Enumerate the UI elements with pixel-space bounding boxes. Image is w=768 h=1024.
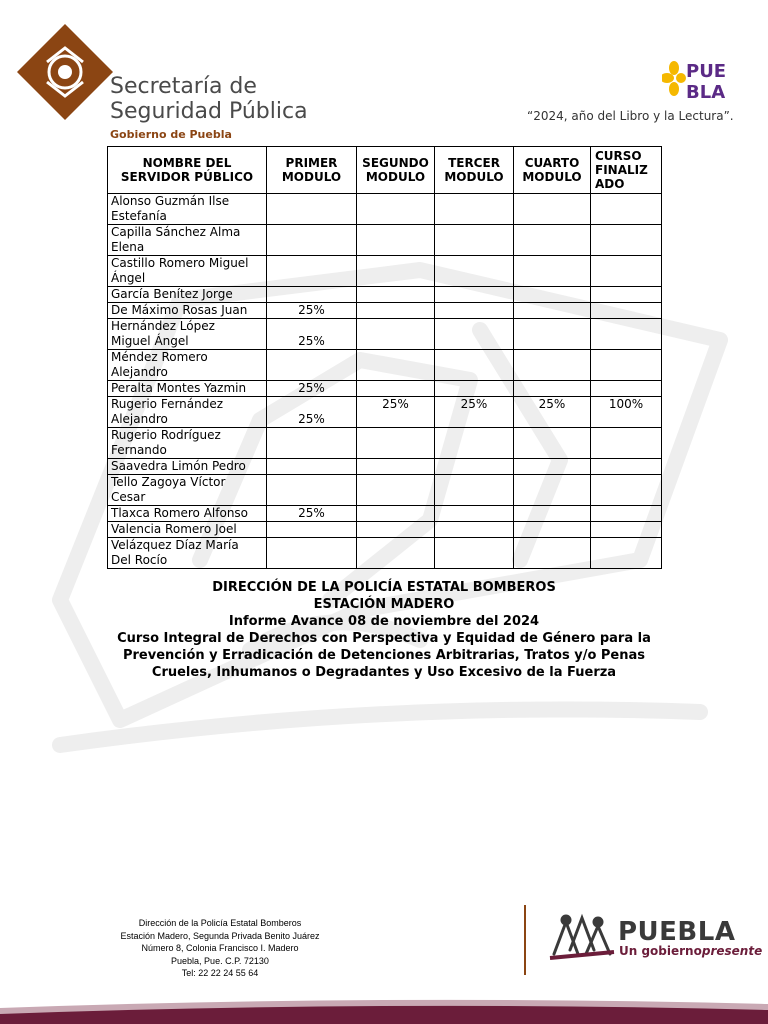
cell-final: [591, 319, 662, 350]
report-line-course-2: Prevención y Erradicación de Detenciones Arbitrarias, Tratos y/o Penas: [122, 648, 646, 663]
cell-m2: [357, 428, 435, 459]
cell-m2: [357, 381, 435, 397]
header-segundo-modulo: [357, 147, 435, 194]
cell-m4: [514, 381, 591, 397]
cell-name: [108, 428, 267, 459]
table-row: [108, 303, 662, 319]
cell-m4: [514, 475, 591, 506]
cell-name: Peralta Montes Yazmin: [108, 381, 267, 397]
cell-m3: [435, 319, 514, 350]
name-line2: Alejandro: [111, 365, 168, 379]
cell-name: [108, 256, 267, 287]
header-cuarto-line2: MODULO: [522, 170, 582, 184]
report-line-date: Informe Avance 08 de noviembre del 2024: [228, 614, 540, 629]
name-line2: Alejandro: [111, 412, 168, 426]
cell-m1: 25%: [267, 381, 357, 397]
name-line2: Miguel Ángel: [111, 334, 189, 348]
cell-m1: 25%: [267, 319, 357, 350]
cell-m4: [514, 350, 591, 381]
name-line2: Elena: [111, 240, 145, 254]
header-final-line2: FINALIZ: [595, 163, 648, 177]
cell-m2: [357, 459, 435, 475]
header-nombre-line1: NOMBRE DEL: [142, 156, 232, 170]
cell-m1: [267, 194, 357, 225]
name-line1: Alonso Guzmán Ilse: [111, 194, 230, 208]
cell-m2: [357, 194, 435, 225]
cell-m3: [435, 303, 514, 319]
cell-final: [591, 428, 662, 459]
cell-m3: [435, 459, 514, 475]
cell-name: De Máximo Rosas Juan: [108, 303, 267, 319]
name-line1: Castillo Romero Miguel: [111, 256, 249, 270]
address-line2: Estación Madero, Segunda Privada Benito Juárez: [120, 930, 320, 941]
cell-name: Saavedra Limón Pedro: [108, 459, 267, 475]
cell-m2: [357, 319, 435, 350]
cell-m4: [514, 506, 591, 522]
table-row: [108, 194, 662, 225]
institution-name: [110, 74, 308, 124]
name-line2: Cesar: [111, 490, 146, 504]
table-row: [108, 225, 662, 256]
cell-m1: 25%: [267, 397, 357, 428]
cell-name: Tlaxca Romero Alfonso: [108, 506, 267, 522]
cell-m1: 25%: [267, 506, 357, 522]
cell-final: [591, 287, 662, 303]
table-header-row: [108, 147, 662, 194]
cell-final: 100%: [591, 397, 662, 428]
cell-m4: [514, 303, 591, 319]
cell-m4: [514, 287, 591, 303]
table-row: [108, 522, 662, 538]
cell-m3: [435, 287, 514, 303]
cell-m1: [267, 538, 357, 569]
footer-address: [100, 917, 340, 980]
table-row: [108, 428, 662, 459]
table-row: [108, 475, 662, 506]
name-line2: Estefanía: [111, 209, 167, 223]
header-tercer-modulo: [435, 147, 514, 194]
cell-m2: [357, 225, 435, 256]
institution-name-line2: Seguridad Pública: [110, 99, 308, 124]
cell-name: [108, 225, 267, 256]
header-primer-line1: PRIMER: [285, 156, 338, 170]
header-segundo-line2: MODULO: [365, 170, 426, 184]
name-line1: Rugerio Rodríguez: [111, 428, 221, 442]
header-cuarto-modulo: [514, 147, 591, 194]
address-line1: Dirección de la Policía Estatal Bomberos: [138, 918, 302, 928]
cell-m3: [435, 225, 514, 256]
name-line2: Fernando: [111, 443, 167, 457]
cell-m4: [514, 538, 591, 569]
cell-m2: [357, 287, 435, 303]
cell-final: [591, 303, 662, 319]
training-progress-table: [107, 146, 662, 569]
header-nombre-line2: SERVIDOR PÚBLICO: [120, 170, 254, 184]
name-line1: Tello Zagoya Víctor: [111, 475, 226, 489]
cell-m4: [514, 459, 591, 475]
cell-m2: [357, 538, 435, 569]
name-line2: Ángel: [111, 271, 146, 285]
cell-m2: [357, 522, 435, 538]
cell-m3: [435, 256, 514, 287]
cell-m4: [514, 256, 591, 287]
cell-m3: [435, 428, 514, 459]
footer-brand: PUEBLA: [618, 917, 736, 947]
cell-m1: [267, 459, 357, 475]
bottom-color-band: [0, 994, 768, 1024]
name-line1: Rugerio Fernández: [111, 397, 224, 411]
cell-final: [591, 506, 662, 522]
cell-m3: 25%: [435, 397, 514, 428]
header-tercer-line1: TERCER: [448, 156, 500, 170]
cell-final: [591, 459, 662, 475]
table-row: [108, 459, 662, 475]
cell-m3: [435, 475, 514, 506]
report-line-course-3: Crueles, Inhumanos o Degradantes y Uso Excesivo de la Fuerza: [151, 665, 617, 680]
header-tercer-line2: MODULO: [444, 170, 504, 184]
cell-name: [108, 397, 267, 428]
cell-m2: [357, 303, 435, 319]
cell-m3: [435, 522, 514, 538]
year-motto: “2024, año del Libro y la Lectura”.: [527, 109, 734, 123]
cell-final: [591, 256, 662, 287]
logo-text-bottom: BLA: [686, 82, 726, 102]
cell-final: [591, 194, 662, 225]
cell-m2: 25%: [357, 397, 435, 428]
puebla-2024-logo: [662, 58, 732, 102]
table-row: [108, 538, 662, 569]
cell-m4: [514, 428, 591, 459]
cell-m2: [357, 475, 435, 506]
report-line-direction: DIRECCIÓN DE LA POLICÍA ESTATAL BOMBEROS: [212, 580, 556, 595]
cell-m3: [435, 350, 514, 381]
table-row: [108, 397, 662, 428]
ssp-emblem-logo: [17, 24, 113, 120]
header-curso-finalizado: [591, 147, 662, 194]
institution-name-line1: Secretaría de: [110, 74, 257, 99]
logo-text-top: PUE: [686, 61, 727, 82]
name-line1: Velázquez Díaz María: [111, 538, 239, 552]
cell-name: Valencia Romero Joel: [108, 522, 267, 538]
report-line-station: ESTACIÓN MADERO: [313, 597, 455, 612]
cell-m1: [267, 225, 357, 256]
header-final-line3: ADO: [595, 177, 625, 191]
cell-name: [108, 350, 267, 381]
address-phone: Tel: 22 22 24 55 64: [181, 968, 259, 978]
table-row: [108, 319, 662, 350]
table-row: [108, 256, 662, 287]
cell-m3: [435, 506, 514, 522]
table-row: [108, 350, 662, 381]
cell-m1: 25%: [267, 303, 357, 319]
header-primer-modulo: [267, 147, 357, 194]
address-line3: Número 8, Colonia Francisco I. Madero: [141, 943, 299, 953]
report-title-block: [107, 579, 661, 681]
name-line1: Hernández López: [111, 319, 215, 333]
cell-m3: [435, 194, 514, 225]
cell-m1: [267, 256, 357, 287]
cell-m2: [357, 350, 435, 381]
name-line1: Capilla Sánchez Alma: [111, 225, 241, 239]
cell-m3: [435, 381, 514, 397]
cell-m4: [514, 225, 591, 256]
address-line4: Puebla, Pue. C.P. 72130: [171, 955, 269, 966]
cell-m4: [514, 522, 591, 538]
cell-m4: 25%: [514, 397, 591, 428]
cell-final: [591, 475, 662, 506]
footer-tagline: [619, 944, 762, 958]
cell-name: [108, 319, 267, 350]
cell-name: [108, 538, 267, 569]
table-row: [108, 287, 662, 303]
cell-m2: [357, 506, 435, 522]
cell-m1: [267, 350, 357, 381]
header-nombre: [108, 147, 267, 194]
cell-name: García Benítez Jorge: [108, 287, 267, 303]
cell-m4: [514, 194, 591, 225]
cell-final: [591, 350, 662, 381]
tagline-part2: presente: [701, 944, 763, 958]
header-cuarto-line1: CUARTO: [524, 156, 580, 170]
header-segundo-line1: SEGUNDO: [362, 156, 429, 170]
footer-divider: [524, 905, 526, 975]
tagline-part1: Un gobierno: [619, 944, 702, 958]
cell-name: [108, 475, 267, 506]
cell-m1: [267, 475, 357, 506]
table-row: [108, 381, 662, 397]
cell-final: [591, 522, 662, 538]
table-row: [108, 506, 662, 522]
name-line1: Méndez Romero: [111, 350, 208, 364]
cell-m1: [267, 522, 357, 538]
cell-name: [108, 194, 267, 225]
cell-m1: [267, 287, 357, 303]
government-label: Gobierno de Puebla: [110, 128, 232, 141]
cell-final: [591, 381, 662, 397]
header-final-line1: CURSO: [595, 149, 642, 163]
cell-m1: [267, 428, 357, 459]
header-primer-line2: MODULO: [281, 170, 342, 184]
report-line-course-1: Curso Integral de Derechos con Perspectiva y Equidad de Género para la: [117, 631, 651, 646]
cell-final: [591, 538, 662, 569]
cell-m4: [514, 319, 591, 350]
name-line2: Del Rocío: [111, 553, 168, 567]
cell-m2: [357, 256, 435, 287]
cell-final: [591, 225, 662, 256]
cell-m3: [435, 538, 514, 569]
